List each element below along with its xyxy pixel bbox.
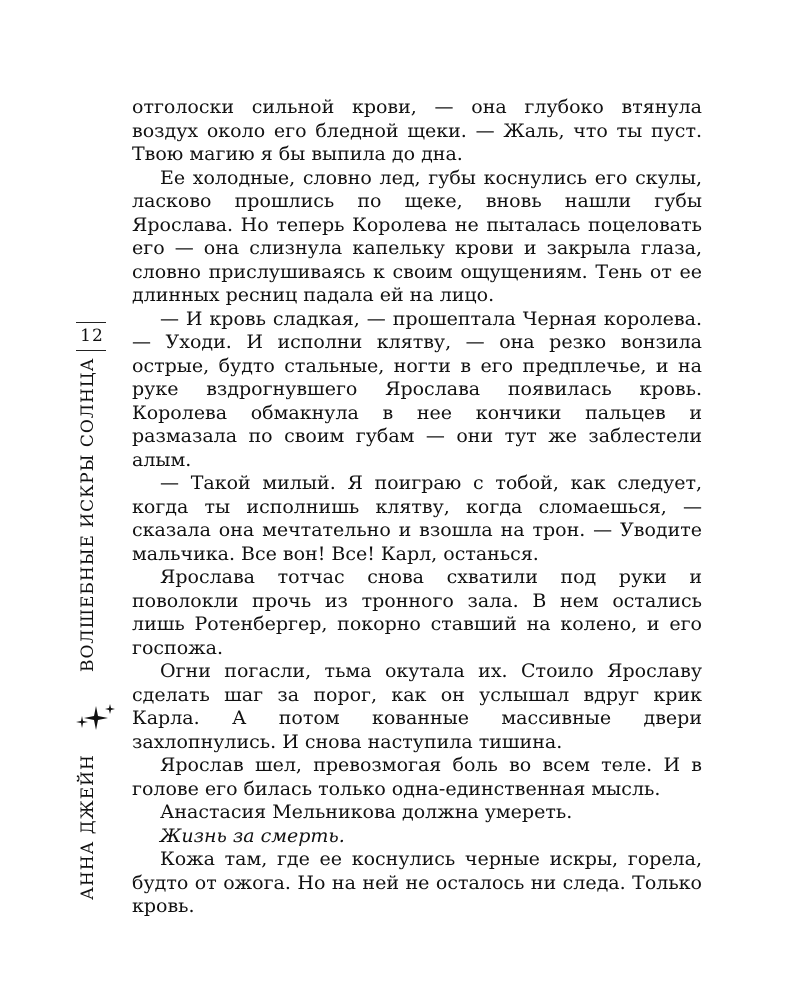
paragraph: Ее холодные, словно лед, губы коснулись его скулы, ласково прошлись по щеке, вновь нашли губы Ярослава. Но теперь Королева не пыталась поцеловать его — она слизнула капельку крови и закрыла глаза, словно прислушиваясь к своим ощущениям. Тень от ее длинных ресниц падала ей на лицо. <box>132 166 702 306</box>
author-name: АННА ДЖЕЙН <box>78 754 98 900</box>
sparkle-stars-icon <box>74 702 118 736</box>
paragraph: отголоски сильной крови, — она глубоко втянула воздух около его бледной щеки. — Жаль, что ты пуст. Твою магию я бы выпила до дна. <box>132 96 702 165</box>
paragraph: Огни погасли, тьма окутала их. Стоило Ярославу сделать шаг за порог, как он услышал вдруг крик Карла. А потом кованные массивные двери захлопнулись. И снова наступила тишина. <box>132 660 702 753</box>
paragraph: Ярослава тотчас снова схватили под руки и поволокли прочь из тронного зала. В нем остались лишь Ротенбергер, покорно ставший на колено, и его госпожа. <box>132 566 702 659</box>
page-number: 12 <box>80 326 104 346</box>
paragraph: — Такой милый. Я поиграю с тобой, как следует, когда ты исполнишь клятву, когда сломаешься, — сказала она мечтательно и взошла на трон. — Уводите мальчика. Все вон! Все! Карл, останься. <box>132 472 702 565</box>
series-title: ВОЛШЕБНЫЕ ИСКРЫ СОЛНЦА <box>78 357 98 672</box>
paragraph: Кожа там, где ее коснулись черные искры, горела, будто от ожога. Но на ней не осталось ни следа. Только кровь. <box>132 848 702 917</box>
paragraph: Анастасия Мельникова должна умереть. <box>160 801 573 823</box>
page-number-rule-bottom <box>76 350 106 351</box>
paragraph-italic: Жизнь за смерть. <box>160 824 345 847</box>
page-number-rule-top <box>76 322 106 323</box>
paragraph: Ярослав шел, превозмогая боль во всем теле. И в голове его билась только одна-единственная мысль. <box>132 754 702 800</box>
body-text <box>132 96 702 919</box>
paragraph: — И кровь сладкая, — прошептала Черная королева. — Уходи. И исполни клятву, — она резко вонзила острые, будто стальные, ногти в его предплечье, и на руке вздрогнувшего Ярослава появилась кровь. Королева обмакнула в нее кончики пальцев и размазала по своим губам — они тут же заблестели алым. <box>132 307 702 471</box>
